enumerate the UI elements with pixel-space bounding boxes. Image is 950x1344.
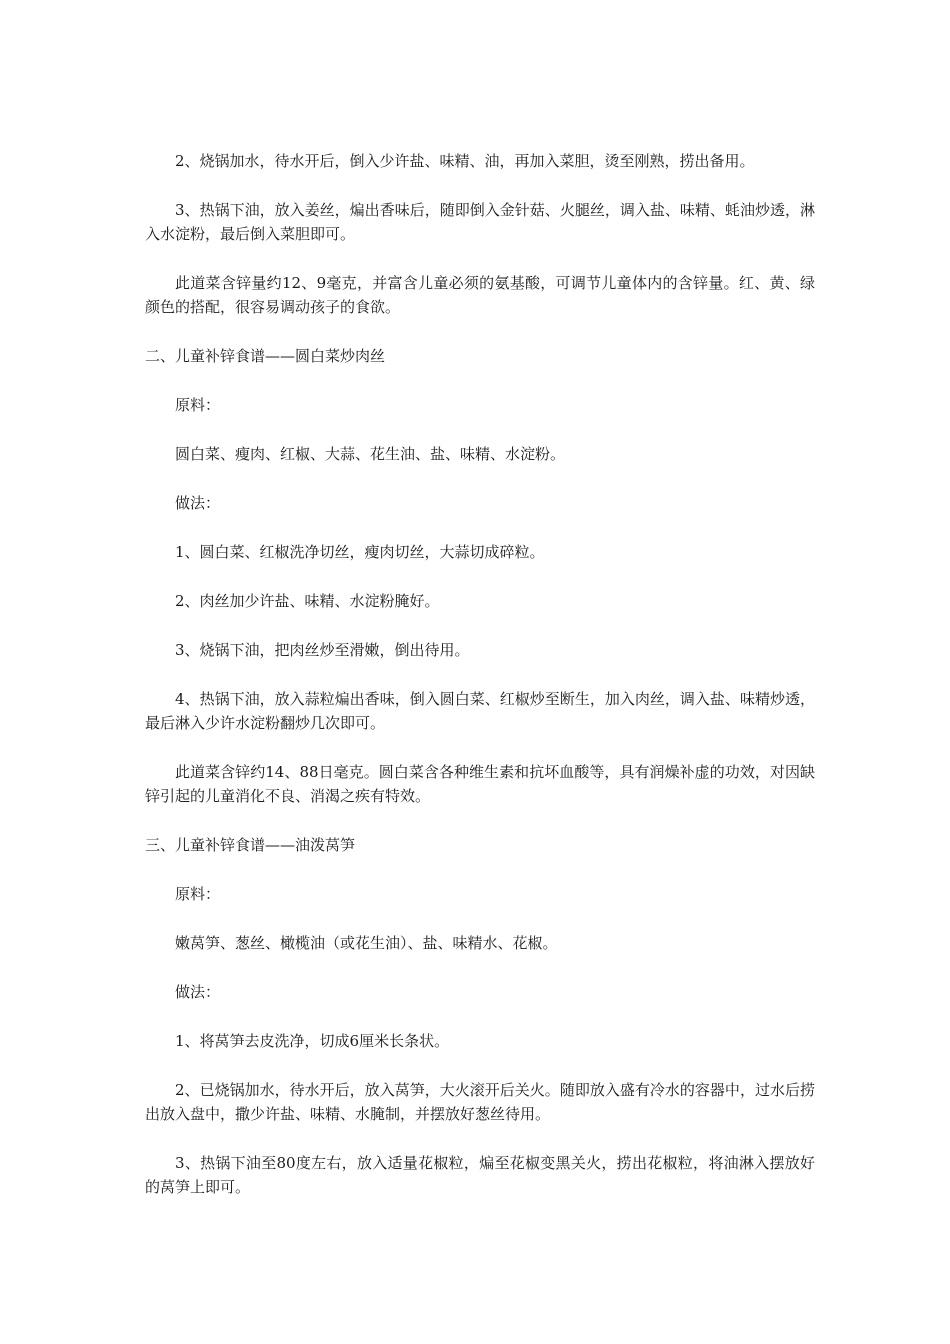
paragraph: 原料： (175, 396, 221, 414)
document-body (145, 149, 815, 1224)
paragraph: 3、热锅下油，放入姜丝，煸出香味后，随即倒入金针菇、火腿丝，调入盐、味精、蚝油炒透，淋入水淀粉，最后倒入菜胆即可。 (145, 201, 815, 243)
paragraph: 1、将莴笋去皮洗净，切成6厘米长条状。 (175, 1032, 450, 1050)
paragraph: 3、烧锅下油，把肉丝炒至滑嫩，倒出待用。 (175, 641, 470, 659)
paragraph: 2、肉丝加少许盐、味精、水淀粉腌好。 (175, 592, 440, 610)
paragraph: 原料： (175, 885, 221, 903)
paragraph: 3、热锅下油至80度左右，放入适量花椒粒，煸至花椒变黑关火，捞出花椒粒，将油淋入摆放好的莴笋上即可。 (145, 1154, 815, 1196)
paragraph: 此道菜含锌约14、88日毫克。圆白菜含各种维生素和抗坏血酸等，具有润燥补虚的功效，对因缺锌引起的儿童消化不良、消渴之疾有特效。 (145, 763, 815, 805)
paragraph: 做法： (175, 983, 221, 1001)
paragraph: 2、烧锅加水，待水开后，倒入少许盐、味精、油，再加入菜胆，烫至刚熟，捞出备用。 (175, 152, 755, 170)
paragraph: 此道菜含锌量约12、9毫克，并富含儿童必须的氨基酸，可调节儿童体内的含锌量。红、黄、绿颜色的搭配，很容易调动孩子的食欲。 (145, 274, 815, 316)
paragraph: 1、圆白菜、红椒洗净切丝，瘦肉切丝，大蒜切成碎粒。 (175, 543, 545, 561)
paragraph: 4、热锅下油，放入蒜粒煸出香味，倒入圆白菜、红椒炒至断生，加入肉丝，调入盐、味精炒透，最后淋入少许水淀粉翻炒几次即可。 (145, 690, 815, 732)
section-heading: 二、儿童补锌食谱——圆白菜炒肉丝 (145, 347, 386, 365)
paragraph: 圆白菜、瘦肉、红椒、大蒜、花生油、盐、味精、水淀粉。 (175, 445, 566, 463)
paragraph: 做法： (175, 494, 221, 512)
paragraph: 2、已烧锅加水，待水开后，放入莴笋，大火滚开后关火。随即放入盛有冷水的容器中，过水后捞出放入盘中，撒少许盐、味精、水腌制，并摆放好葱丝待用。 (145, 1081, 815, 1123)
section-heading: 三、儿童补锌食谱——油泼莴笋 (145, 836, 356, 854)
paragraph: 嫩莴笋、葱丝、橄榄油（或花生油）、盐、味精水、花椒。 (175, 934, 558, 952)
